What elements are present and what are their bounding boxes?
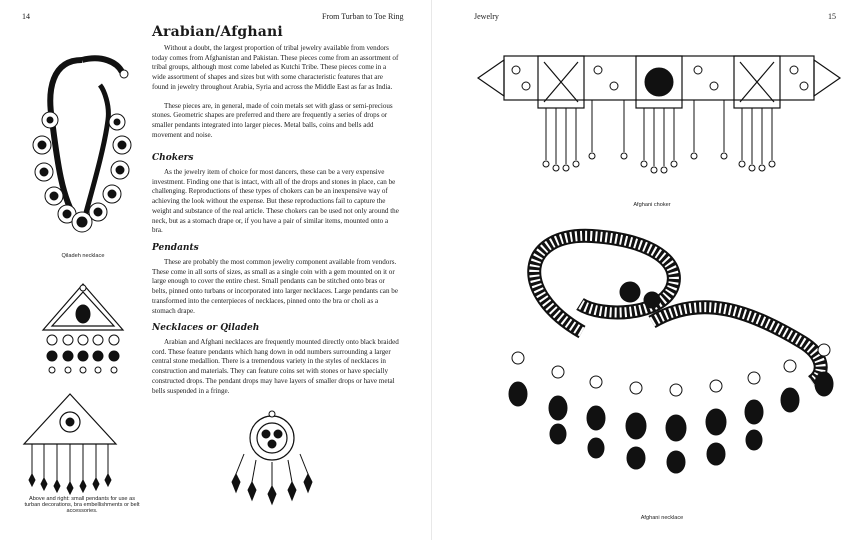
chokers-heading: Chokers (152, 153, 194, 163)
chokers-paragraph: As the jewelry item of choice for most dancers, these can be a very expensive investment. Finding one that is intact, with all of the drops and stones in place, can be challenging. Reproductions of these types of chokers can be an inexpensive way of achieving the look without the expense. But these reproductions fail to capture the weight and substance of the real article. These chokers can be used not only around the neck, but as a stomach drape or, if you have a pair of similar items, mounted onto a bra. (152, 168, 399, 235)
triangle-pendant-illustration (38, 282, 128, 382)
necklace-caption: Afghani necklace (640, 515, 684, 521)
right-page-number: 15 (828, 12, 836, 21)
chokers-text (152, 168, 400, 236)
afghani-necklace-illustration (472, 222, 852, 512)
intro-paragraph-2: These pieces are, in general, made of coin metals set with glass or semi-precious stones. Geometric shapes are preferred and there are frequently a series of drops or smaller pendants integrated into larger pieces. Metal balls, coins and bells add movement and noise. (152, 101, 393, 139)
pendants-caption: Above and right: small pendants for use as turban decorations, bra embellishments or belt accessories. (24, 496, 140, 514)
necklaces-paragraph: Arabian and Afghani necklaces are frequently mounted directly onto black braided cord. These feature pendants which hang down in odd numbers surrounding a larger central stone medallion. There is a tremendous variety in the styles of necklaces in construction and materials. They can feature coins set with stones or have specially constructed drops. The pendant drops may have layers of smaller drops or have metal bells suspended in a fringe. (152, 338, 399, 395)
qiladeh-necklace-illustration (22, 50, 142, 250)
intro-text (152, 44, 400, 140)
afghani-choker-illustration (474, 42, 844, 192)
pendants-paragraph: These are probably the most common jewelry component available from vendors. These come in all sorts of sizes, as small as a single coin with a gem mounted on it or large enough to cover the entire chest. Small pendants can be stitched onto bras or belts, pinned onto turbans or incorporated into larger necklaces. Large pendants can be transformed into the centerpieces of necklaces, pinned onto the bra or choli as a stomach drape. (152, 258, 398, 315)
choker-caption: Afghani choker (633, 202, 671, 208)
right-running-header: Jewelry (474, 12, 499, 21)
intro-paragraph-1: Without a doubt, the largest proportion of tribal jewelry available from vendors today comes from Afghanistan and Pakistan. These pieces come from an assortment of tribal groups, although most come labeled as Kutchi Tribe. These pieces come in a wide assortment of shapes and sizes but with some characteristic features that are found in jewelry throughout Arabia, Syria and across the Middle East as far as India. (152, 44, 399, 91)
qiladeh-caption: Qiladeh necklace (61, 253, 105, 259)
spike-pendant-illustration (20, 392, 120, 492)
pendants-text (152, 258, 400, 316)
left-page-number: 14 (22, 12, 30, 21)
pendants-heading: Pendants (152, 243, 199, 253)
section-title: Arabian/Afghani (152, 24, 283, 40)
right-page (432, 0, 864, 540)
round-pendant-illustration (222, 410, 322, 510)
necklaces-text (152, 338, 400, 396)
left-running-header: From Turban to Toe Ring (322, 12, 404, 21)
necklaces-heading: Necklaces or Qiladeh (152, 323, 260, 333)
